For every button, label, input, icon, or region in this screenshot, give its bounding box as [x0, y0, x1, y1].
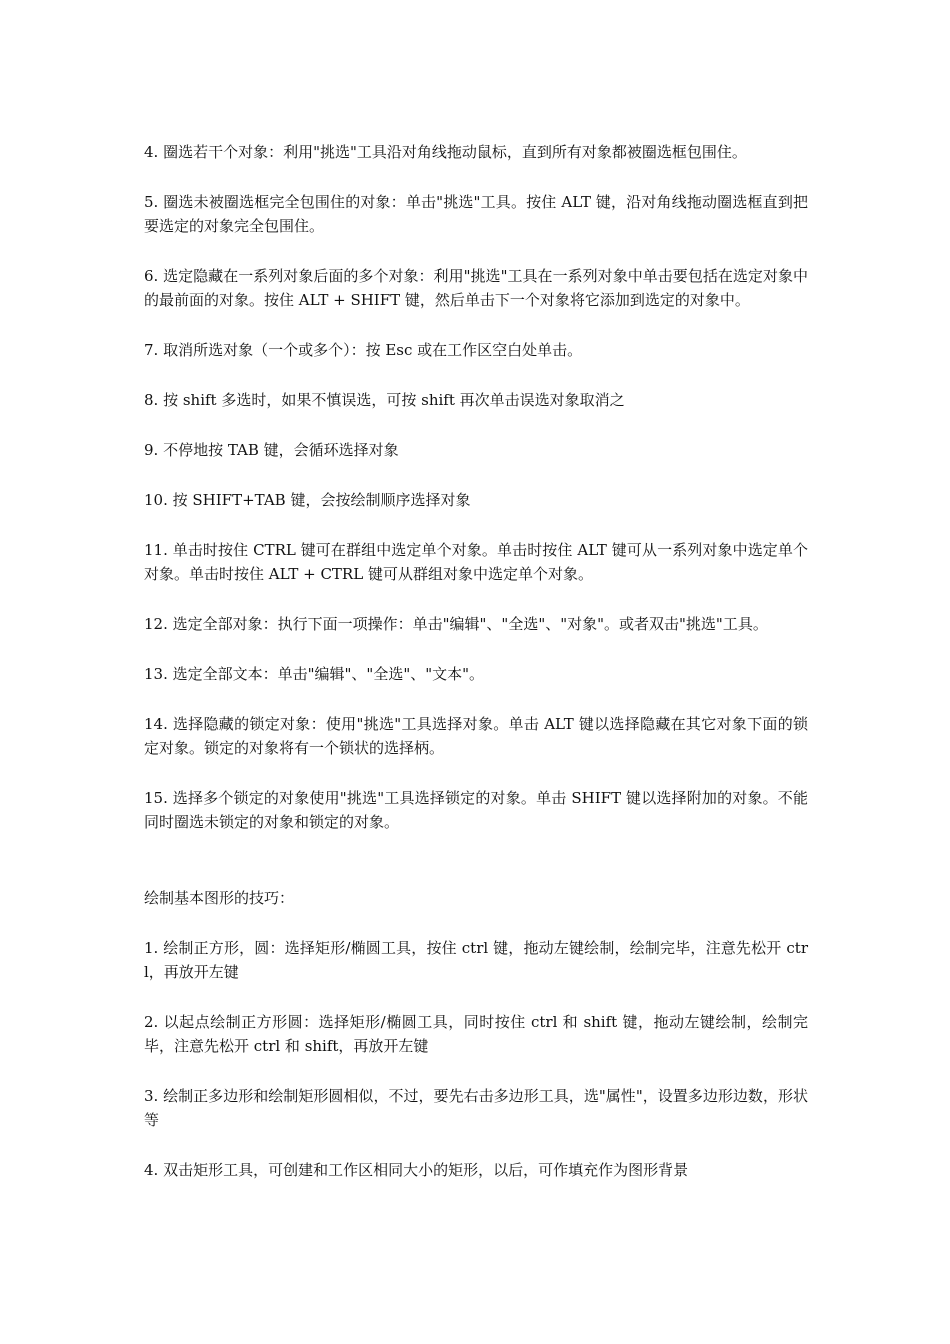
drawing-tip-3: 3. 绘制正多边形和绘制矩形圆相似，不过，要先右击多边形工具，选"属性"，设置多边形边数，形状等 — [144, 1087, 808, 1129]
selection-tip-15: 15. 选择多个锁定的对象使用"挑选"工具选择锁定的对象。单击 SHIFT 键以选择附加的对象。不能同时圈选未锁定的对象和锁定的对象。 — [144, 789, 808, 831]
selection-tip-11: 11. 单击时按住 CTRL 键可在群组中选定单个对象。单击时按住 ALT 键可从一系列对象中选定单个对象。单击时按住 ALT + CTRL 键可从群组对象中选定单个对象。 — [144, 541, 808, 583]
drawing-section-title: 绘制基本图形的技巧： — [144, 889, 295, 907]
drawing-tip-4: 4. 双击矩形工具，可创建和工作区相同大小的矩形，以后，可作填充作为图形背景 — [144, 1161, 689, 1179]
selection-tip-8: 8. 按 shift 多选时，如果不慎误选，可按 shift 再次单击误选对象取消之 — [144, 391, 625, 409]
selection-tip-9: 9. 不停地按 TAB 键，会循环选择对象 — [144, 441, 399, 459]
selection-tip-12: 12. 选定全部对象：执行下面一项操作：单击"编辑"、"全选"、"对象"。或者双击"挑选"工具。 — [144, 615, 768, 633]
drawing-tip-1: 1. 绘制正方形，圆：选择矩形/椭圆工具，按住 ctrl 键，拖动左键绘制，绘制完毕，注意先松开 ctrl，再放开左键 — [144, 939, 808, 981]
selection-tip-6: 6. 选定隐藏在一系列对象后面的多个对象：利用"挑选"工具在一系列对象中单击要包括在选定对象中的最前面的对象。按住 ALT + SHIFT 键，然后单击下一个对象将它添加到选定的对象中。 — [144, 267, 808, 309]
selection-tip-13: 13. 选定全部文本：单击"编辑"、"全选"、"文本"。 — [144, 665, 485, 683]
drawing-tip-2: 2. 以起点绘制正方形圆：选择矩形/椭圆工具，同时按住 ctrl 和 shift 键，拖动左键绘制，绘制完毕，注意先松开 ctrl 和 shift，再放开左键 — [144, 1013, 808, 1055]
selection-tip-5: 5. 圈选未被圈选框完全包围住的对象：单击"挑选"工具。按住 ALT 键，沿对角线拖动圈选框直到把要选定的对象完全包围住。 — [144, 193, 808, 235]
document-page — [144, 140, 808, 1208]
selection-tip-10: 10. 按 SHIFT+TAB 键，会按绘制顺序选择对象 — [144, 491, 471, 509]
selection-tip-14: 14. 选择隐藏的锁定对象：使用"挑选"工具选择对象。单击 ALT 键以选择隐藏在其它对象下面的锁定对象。锁定的对象将有一个锁状的选择柄。 — [144, 715, 808, 757]
selection-tip-7: 7. 取消所选对象（一个或多个）：按 Esc 或在工作区空白处单击。 — [144, 341, 583, 359]
selection-tip-4: 4. 圈选若干个对象：利用"挑选"工具沿对角线拖动鼠标，直到所有对象都被圈选框包围住。 — [144, 143, 747, 161]
